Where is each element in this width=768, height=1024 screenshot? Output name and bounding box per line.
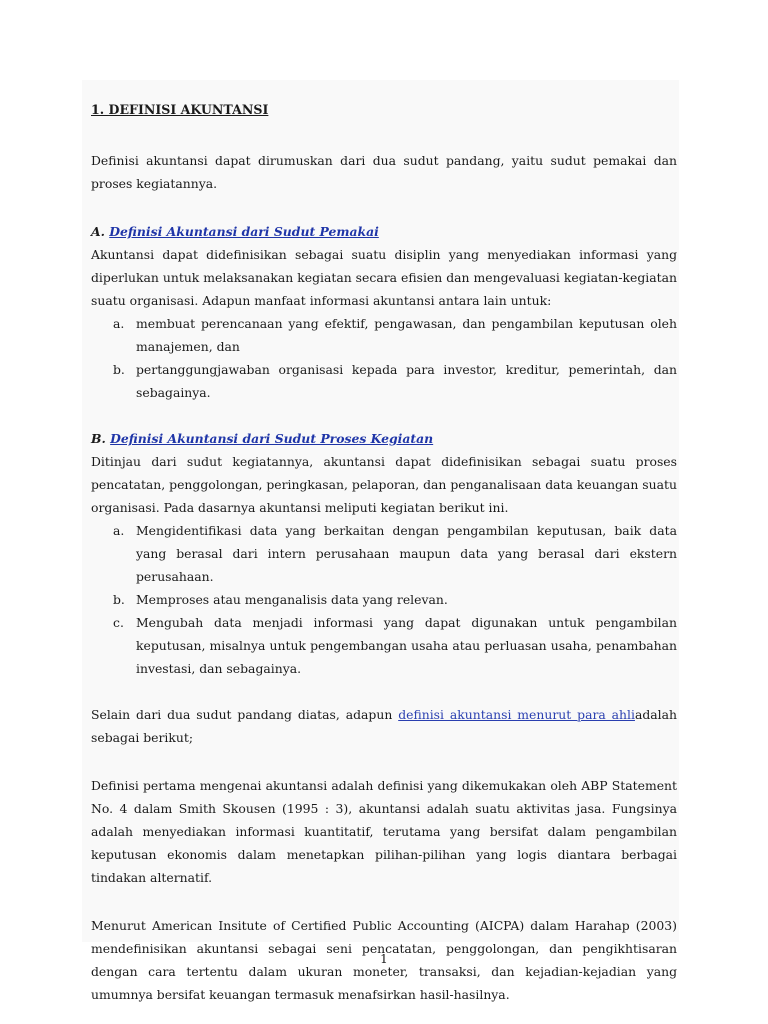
list-marker: b.: [113, 592, 125, 607]
list-item: [91, 312, 677, 358]
selain-text-after: adalah sebagai berikut;: [91, 707, 677, 745]
section-b-heading: [91, 427, 677, 450]
intro-paragraph: Definisi akuntansi dapat dirumuskan dari dua sudut pandang, yaitu sudut pemakai dan proses kegiatannya.: [91, 153, 677, 191]
list-item-text: pertanggungjawaban organisasi kepada para investor, kreditur, pemerintah, dan sebagainya.: [136, 362, 677, 400]
aicpa-paragraph: Menurut American Insitute of Certified Public Accounting (AICPA) dalam Harahap (2003) mendefinisikan akuntansi sebagai seni pencatatan, penggolongan, dan pengikhtisaran dengan cara tertentu dalam ukuran moneter, transaksi, dan kejadian-kejadian yang umumnya bersifat keuangan termasuk menafsirkan hasil-hasilnya.: [91, 918, 677, 1002]
list-marker: a.: [113, 523, 125, 538]
section-a-heading: [91, 220, 677, 243]
section-a-title-link[interactable]: Definisi Akuntansi dari Sudut Pemakai: [109, 224, 379, 239]
selain-paragraph: [91, 703, 677, 749]
section-b-marker: B.: [91, 431, 106, 446]
list-item: [91, 519, 677, 588]
section-a-body: Akuntansi dapat didefinisikan sebagai suatu disiplin yang menyediakan informasi yang diperlukan untuk melaksanakan kegiatan secara efisien dan mengevaluasi kegiatan-kegiatan suatu organisasi. Adapun manfaat informasi akuntansi antara lain untuk:: [91, 247, 677, 308]
section-a-marker: A.: [91, 224, 105, 239]
page-number: 1: [380, 952, 388, 966]
spacer: [91, 680, 677, 703]
list-item: [91, 358, 677, 404]
page-title: 1. DEFINISI AKUNTANSI: [91, 102, 269, 117]
list-marker: c.: [113, 615, 124, 630]
abp-paragraph: Definisi pertama mengenai akuntansi adalah definisi yang dikemukakan oleh ABP Statement No. 4 dalam Smith Skousen (1995 : 3), akuntansi adalah suatu aktivitas jasa. Fungsinya adalah menyediakan informasi kuantitatif, terutama yang bersifat dalam pengambilan keputusan ekonomis dalam menetapkan pilihan-pilihan yang logis diantara berbagai tindakan alternatif.: [91, 778, 677, 885]
selain-text-before: Selain dari dua sudut pandang diatas, adapun: [91, 707, 399, 722]
section-b-title-link[interactable]: Definisi Akuntansi dari Sudut Proses Kegiatan: [110, 431, 434, 446]
list-item-text: Memproses atau menganalisis data yang relevan.: [136, 592, 448, 607]
para-ahli-link[interactable]: definisi akuntansi menurut para ahli: [398, 707, 635, 722]
list-item: [91, 611, 677, 680]
document-body: [91, 98, 677, 1006]
spacer: [91, 404, 677, 427]
list-item: [91, 588, 677, 611]
section-b-list: [91, 519, 677, 680]
list-marker: b.: [113, 362, 125, 377]
list-marker: a.: [113, 316, 125, 331]
list-item-text: Mengubah data menjadi informasi yang dapat digunakan untuk pengambilan keputusan, misalnya untuk pengembangan usaha atau perluasan usaha, penambahan investasi, dan sebagainya.: [136, 615, 677, 676]
list-item-text: Mengidentifikasi data yang berkaitan dengan pengambilan keputusan, baik data yang berasal dari intern perusahaan maupun data yang berasal dari ekstern perusahaan.: [136, 523, 677, 584]
section-a-list: [91, 312, 677, 404]
list-item-text: membuat perencanaan yang efektif, pengawasan, dan pengambilan keputusan oleh manajemen, dan: [136, 316, 677, 354]
section-b-body: Ditinjau dari sudut kegiatannya, akuntansi dapat didefinisikan sebagai suatu proses pencatatan, penggolongan, peringkasan, pelaporan, dan penganalisaan data keuangan suatu organisasi. Pada dasarnya akuntansi meliputi kegiatan berikut ini.: [91, 454, 677, 515]
